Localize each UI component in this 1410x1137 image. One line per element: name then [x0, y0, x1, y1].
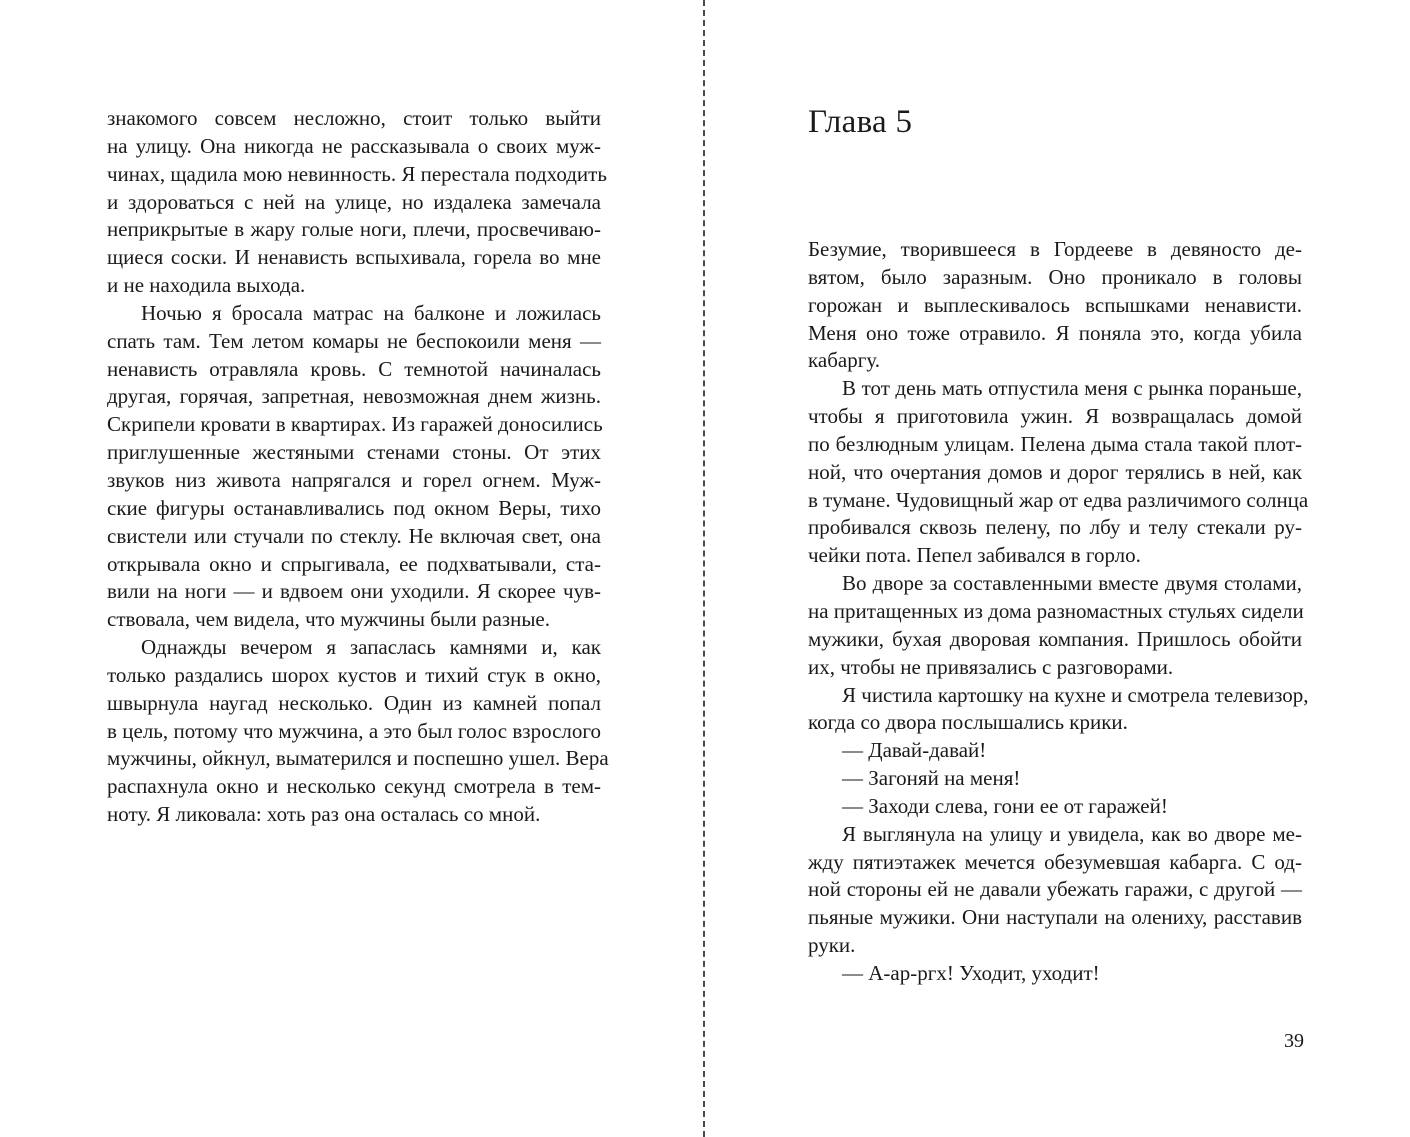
text-line: неприкрытые в жару голые ноги, плечи, просвечиваю-	[107, 217, 601, 242]
paragraph	[808, 960, 1302, 988]
left-page-text	[107, 105, 609, 829]
text-line: ной, что очертания домов и дорог терялись в ней, как	[808, 459, 1302, 484]
text-line: приглушенные жестяными стенами стоны. От этих	[107, 440, 601, 465]
text-line: только раздались шорох кустов и тихий стук в окно,	[107, 662, 601, 687]
text-line: в цель, потому что мужчина, а это был голос взрослого	[107, 718, 601, 743]
paragraph	[808, 821, 1302, 960]
text-line: Меня оно тоже отравило. Я поняла это, когда убила	[808, 320, 1302, 345]
text-line: чейки пота. Пепел забивался в горло.	[808, 543, 1141, 568]
text-line: пробивался сквозь пелену, по лбу и телу стекали ру-	[808, 515, 1302, 540]
paragraph	[808, 793, 1302, 821]
text-line: ствовала, чем видела, что мужчины были разные.	[107, 607, 550, 632]
text-line: свистели или стучали по стеклу. Не включая свет, она	[107, 523, 601, 548]
right-page-text	[808, 236, 1309, 988]
text-line: пьяные мужики. Они наступали на олениху, расставив	[808, 905, 1302, 930]
text-line: жду пятиэтажек мечется обезумевшая кабарга. С од-	[808, 849, 1302, 874]
text-line: открывала окно и спрыгивала, ее подхватывали, ста-	[107, 551, 601, 576]
text-line: Ночью я бросала матрас на балконе и ложилась	[141, 300, 601, 325]
paragraph	[808, 737, 1302, 765]
text-line: Я выглянула на улицу и увидела, как во дворе ме-	[842, 821, 1302, 846]
paragraph	[808, 236, 1302, 375]
text-line: знакомого совсем несложно, стоит только выйти	[107, 106, 601, 130]
text-line: ненависть отравляла кровь. С темнотой начиналась	[107, 356, 601, 381]
text-line: чинах, щадила мою невинность. Я перестала подходить	[107, 161, 607, 186]
page-number: 39	[1284, 1030, 1304, 1052]
text-line: Однажды вечером я запаслась камнями и, как	[141, 635, 601, 660]
text-line: ноту. Я ликовала: хоть раз она осталась со мной.	[107, 802, 541, 827]
text-line: другая, горячая, запретная, невозможная днем жизнь.	[107, 384, 601, 409]
text-line: щиеся соски. И ненависть вспыхивала, горела во мне	[107, 245, 601, 270]
text-line: горожан и выплескивалось вспышками ненависти.	[808, 292, 1302, 317]
text-line: Безумие, творившееся в Гордееве в девяносто де-	[808, 237, 1302, 261]
text-line: ские фигуры останавливались под окном Веры, тихо	[107, 495, 601, 520]
text-line: ной стороны ей не давали убежать гаражи, с другой —	[808, 877, 1302, 902]
chapter-title: Глава 5	[808, 104, 913, 140]
paragraph	[808, 375, 1309, 570]
text-line: — Загоняй на меня!	[842, 766, 1021, 791]
text-line: в тумане. Чудовищный жар от едва различимого солнца	[808, 487, 1309, 512]
text-line: Я чистила картошку на кухне и смотрела телевизор,	[842, 682, 1309, 707]
text-line: спать там. Тем летом комары не беспокоили меня —	[107, 328, 601, 353]
text-line: распахнула окно и несколько секунд смотрела в тем-	[107, 774, 601, 799]
text-line: на притащенных из дома разномастных стульях сидели	[808, 598, 1304, 623]
text-line: Скрипели кровати в квартирах. Из гаражей доносились	[107, 412, 603, 437]
text-line: на улицу. Она никогда не рассказывала о своих муж-	[107, 133, 601, 158]
text-line: мужики, бухая дворовая компания. Пришлось обойти	[808, 626, 1302, 651]
paragraph	[107, 300, 601, 634]
text-line: Во дворе за составленными вместе двумя столами,	[842, 571, 1302, 596]
page-spread-divider	[703, 0, 705, 1137]
text-line: чтобы я приготовила ужин. Я возвращалась домой	[808, 404, 1302, 429]
text-line: — Заходи слева, гони ее от гаражей!	[842, 793, 1168, 818]
text-line: — Давай-давай!	[842, 738, 987, 763]
paragraph	[107, 634, 609, 829]
text-line: вили на ноги — и вдвоем они уходили. Я скорее чув-	[107, 579, 601, 604]
text-line: по безлюдным улицам. Пелена дыма стала такой плот-	[808, 431, 1302, 456]
text-line: кабаргу.	[808, 348, 880, 373]
text-line: их, чтобы не привязались с разговорами.	[808, 654, 1174, 679]
text-line: когда со двора послышались крики.	[808, 710, 1128, 735]
paragraph	[808, 570, 1302, 681]
text-line: вятом, было заразным. Оно проникало в головы	[808, 264, 1302, 289]
text-line: руки.	[808, 933, 856, 958]
paragraph	[808, 682, 1309, 738]
text-line: звуков низ живота напрягался и горел огнем. Муж-	[107, 467, 601, 492]
text-line: В тот день мать отпустила меня с рынка пораньше,	[842, 376, 1302, 401]
text-line: мужчины, ойкнул, выматерился и поспешно ушел. Вера	[107, 746, 609, 771]
text-line: швырнула наугад несколько. Один из камней попал	[107, 690, 601, 715]
text-line: и здороваться с ней на улице, но издалека замечала	[107, 189, 601, 214]
paragraph	[107, 105, 607, 300]
text-line: и не находила выхода.	[107, 273, 306, 298]
paragraph	[808, 765, 1302, 793]
text-line: — А-ар-ргх! Уходит, уходит!	[842, 960, 1100, 985]
